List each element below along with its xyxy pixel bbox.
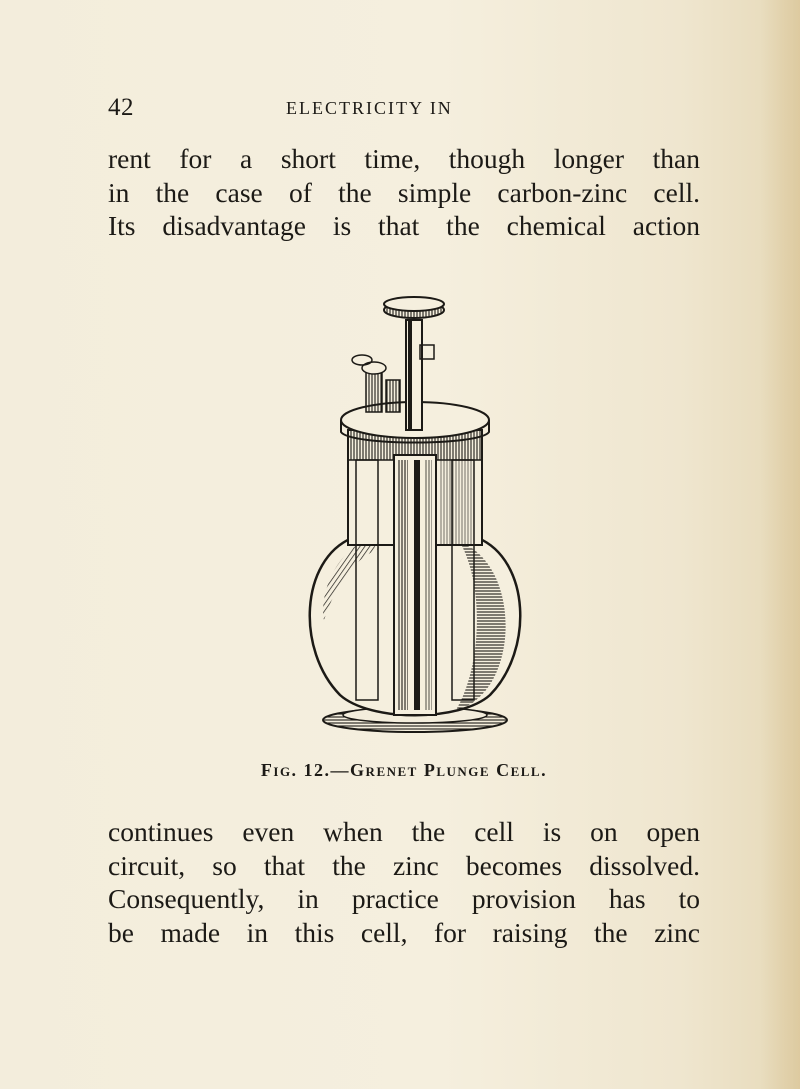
text-line: Its disadvantage is that the chemical action — [108, 210, 700, 241]
text-line: continues even when the cell is on open — [108, 816, 700, 847]
text-line: in the case of the simple carbon-zinc cell. — [108, 176, 700, 208]
text-line: be made in this cell, for raising the zinc — [108, 916, 700, 948]
text-line: rent for a short time, though longer than — [108, 143, 700, 174]
running-head-title: ELECTRICITY IN — [286, 98, 453, 118]
text-line: circuit, so that the zinc becomes dissolved. — [108, 849, 700, 881]
figure-caption: Fig. 12.—Grenet Plunge Cell. — [260, 760, 548, 780]
text-line: Consequently, in practice provision has to — [108, 883, 700, 914]
paragraph-bottom — [108, 815, 700, 949]
grenet-cell-illustration — [290, 290, 540, 740]
page-number: 42 — [108, 94, 134, 121]
paragraph-top — [108, 142, 700, 243]
page-edge-shading — [760, 0, 800, 1089]
running-head — [108, 94, 700, 124]
figure-grenet-cell — [290, 290, 540, 740]
